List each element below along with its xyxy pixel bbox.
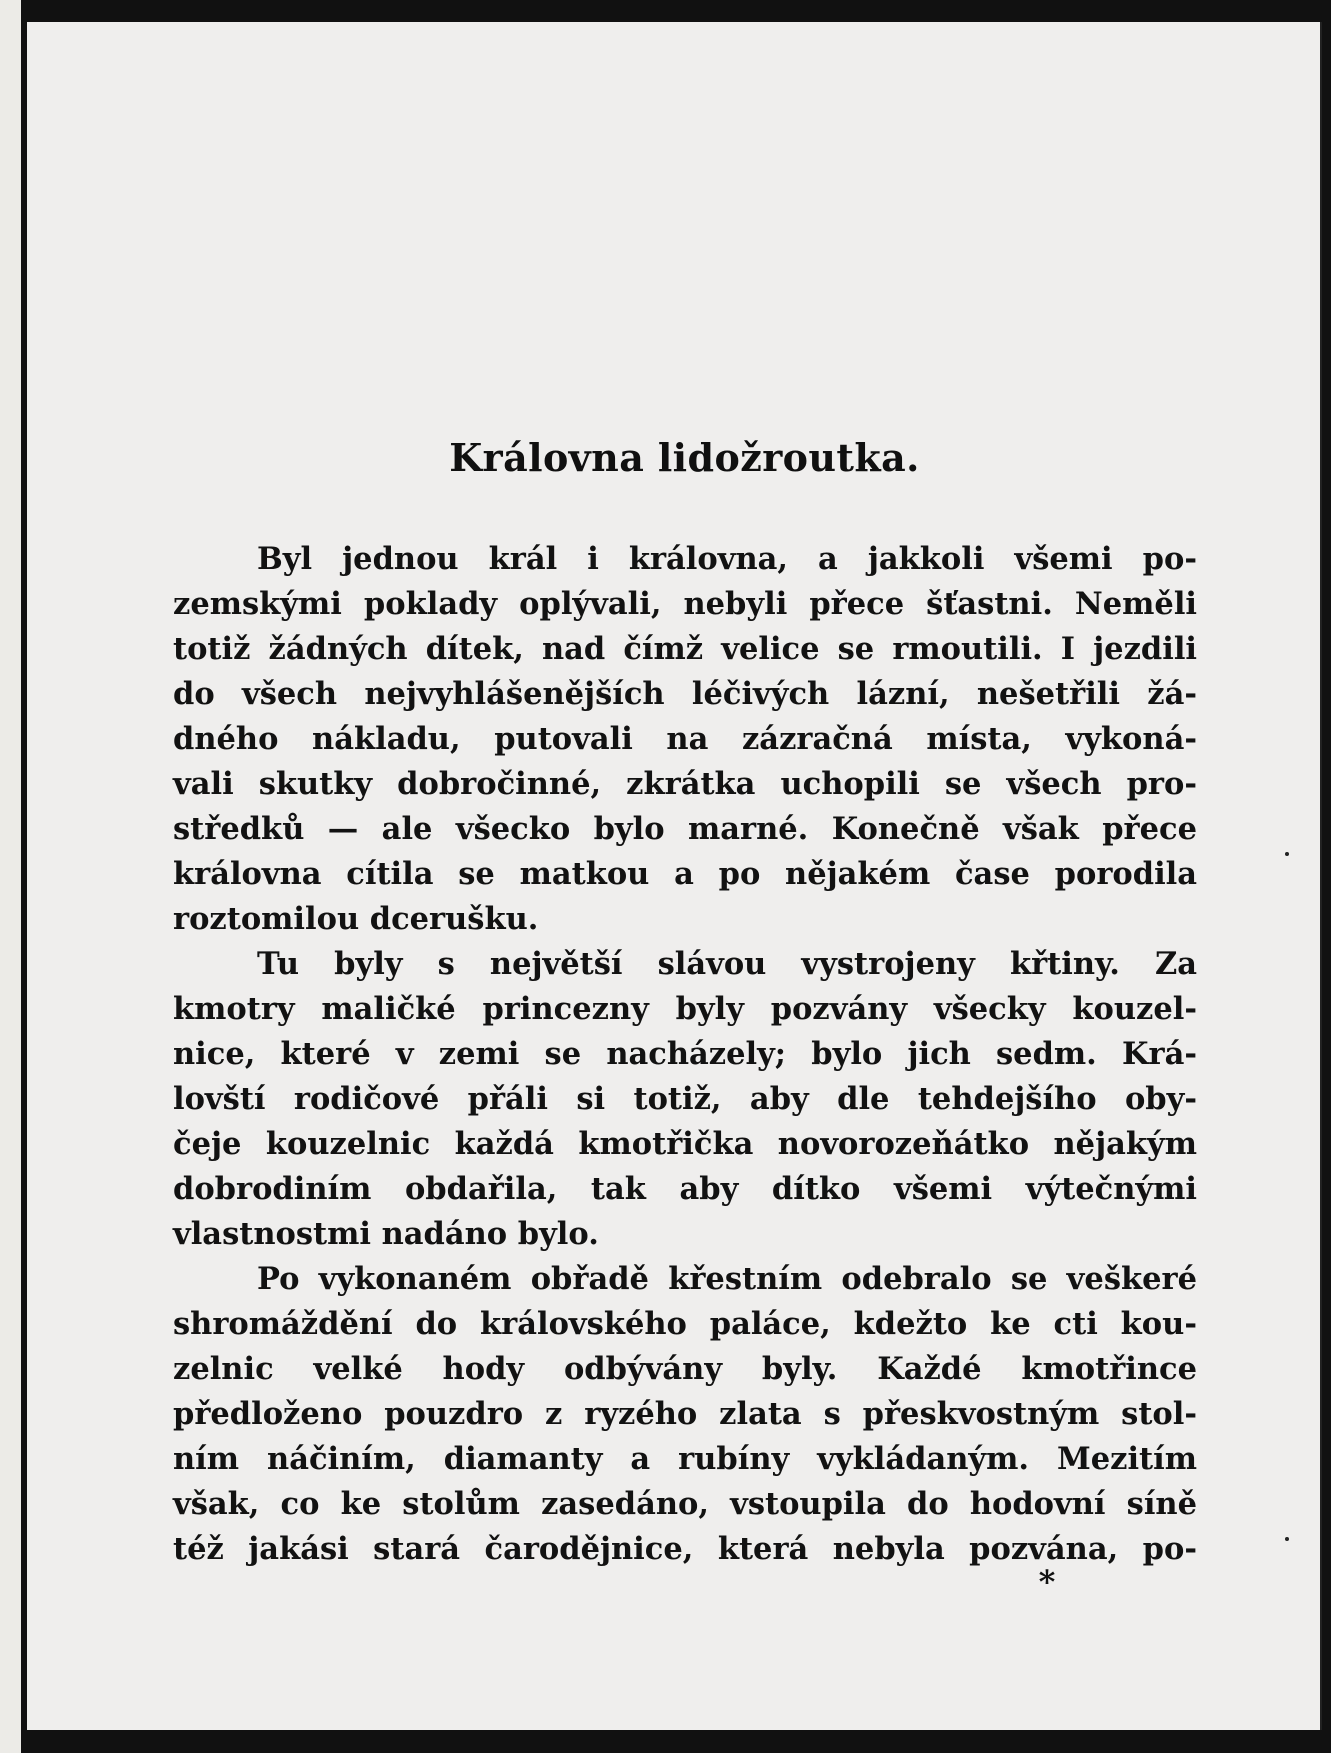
text-line: dobrodiním obdařila, tak aby dítko všemi výtečnými — [173, 1171, 1197, 1207]
text-line: však, co ke stolům zasedáno, vstoupila do hodovní síně — [173, 1486, 1197, 1522]
text-line: středků — ale všecko bylo marné. Konečně však přece — [173, 811, 1197, 847]
book-page — [27, 22, 1322, 1730]
text-line: lovští rodičové přáli si totiž, aby dle tehdejšího oby- — [173, 1081, 1197, 1117]
text-line: Byl jednou král i královna, a jakkoli všemi po- — [257, 541, 1197, 577]
top-speck — [619, 22, 645, 28]
text-line: Tu byly s největší slávou vystrojeny křtiny. Za — [257, 946, 1197, 982]
text-line: zelnic velké hody odbývány byly. Každé kmotřince — [173, 1351, 1197, 1387]
text-line: ním náčiním, diamanty a rubíny vykládaným. Mezitím — [173, 1441, 1197, 1477]
text-line: do všech nejvyhlášenějších léčivých lázní, nešetřili žá- — [173, 676, 1197, 712]
text-line: roztomilou dcerušku. — [173, 901, 539, 937]
text-line: Po vykonaném obřadě křestním odebralo se veškeré — [257, 1261, 1197, 1297]
chapter-title: Královna lidožroutka. — [449, 435, 920, 480]
text-line: shromáždění do královského paláce, kdežto ke cti kou- — [173, 1306, 1197, 1342]
text-line: nice, které v zemi se nacházely; bylo jich sedm. Krá- — [173, 1036, 1197, 1072]
text-line: dného nákladu, putovali na zázračná místa, vykoná- — [173, 721, 1197, 757]
text-line: vali skutky dobročinné, zkrátka uchopili se všech pro- — [173, 766, 1197, 802]
text-line: královna cítila se matkou a po nějakém čase porodila — [173, 856, 1197, 892]
previous-page-edge — [0, 0, 24, 1753]
scan-speck — [1285, 1537, 1289, 1541]
text-line: též jakási stará čarodějnice, která nebyla pozvána, po- — [173, 1531, 1197, 1567]
text-line: vlastnostmi nadáno bylo. — [173, 1216, 599, 1252]
text-line: totiž žádných dítek, nad čímž velice se rmoutili. I jezdili — [173, 631, 1197, 667]
signature-asterisk: * — [1038, 1563, 1056, 1601]
text-line: zemskými poklady oplývali, nebyli přece šťastni. Neměli — [173, 586, 1197, 622]
page-body-text — [173, 537, 1197, 1572]
text-line: čeje kouzelnic každá kmotřička novorozeňátko nějakým — [173, 1126, 1197, 1162]
text-line: předloženo pouzdro z ryzého zlata s přeskvostným stol- — [173, 1396, 1197, 1432]
scan-speck — [1285, 852, 1289, 856]
text-line: kmotry maličké princezny byly pozvány všecky kouzel- — [173, 991, 1197, 1027]
